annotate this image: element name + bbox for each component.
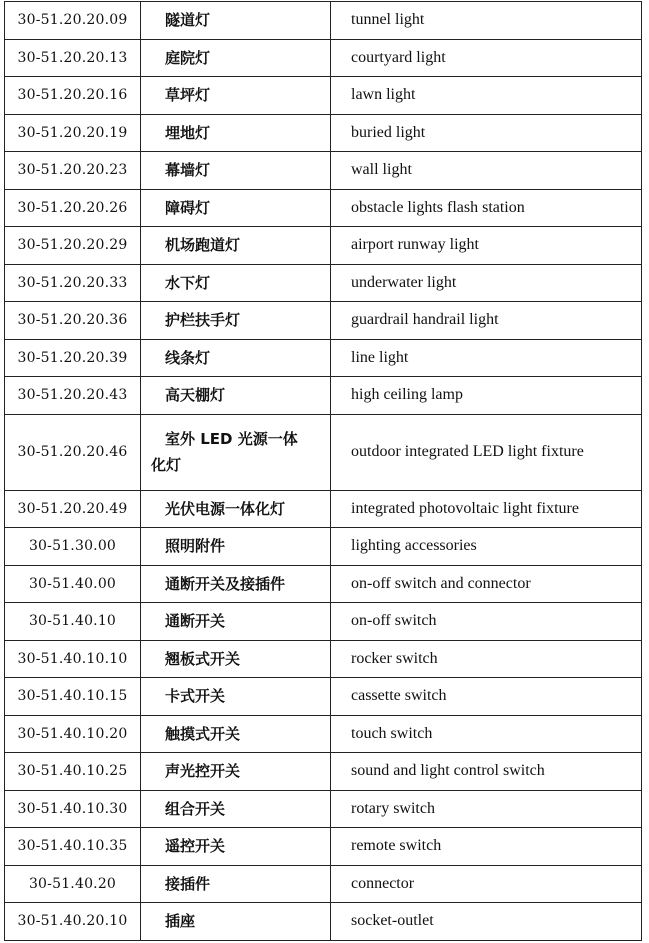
code-cell: 30-51.40.10.15 (5, 678, 141, 716)
code-cell: 30-51.40.00 (5, 565, 141, 603)
english-term-cell: connector (331, 865, 642, 903)
english-term-cell: on-off switch and connector (331, 565, 642, 603)
code-cell: 30-51.40.10.30 (5, 790, 141, 828)
table-row (5, 189, 642, 227)
chinese-term-cell: 高天棚灯 (141, 377, 331, 415)
code-cell: 30-51.40.20.10 (5, 903, 141, 941)
table-row (5, 339, 642, 377)
table-row (5, 715, 642, 753)
chinese-term-cell: 声光控开关 (141, 753, 331, 791)
table-row (5, 565, 642, 603)
english-term-cell: high ceiling lamp (331, 377, 642, 415)
chinese-term-cell: 通断开关 (141, 603, 331, 641)
chinese-term-cell: 障碍灯 (141, 189, 331, 227)
code-cell: 30-51.40.10 (5, 603, 141, 641)
table-row (5, 302, 642, 340)
english-term-cell: line light (331, 339, 642, 377)
table-row (5, 828, 642, 866)
english-term-cell: rocker switch (331, 640, 642, 678)
english-term-cell: cassette switch (331, 678, 642, 716)
code-cell: 30-51.20.20.29 (5, 227, 141, 265)
english-term-cell: underwater light (331, 264, 642, 302)
chinese-term-cell (141, 414, 331, 490)
chinese-term-cell: 庭院灯 (141, 39, 331, 77)
code-cell: 30-51.20.20.49 (5, 490, 141, 528)
code-cell: 30-51.20.20.39 (5, 339, 141, 377)
chinese-term-cell: 草坪灯 (141, 77, 331, 115)
chinese-term-cell: 护栏扶手灯 (141, 302, 331, 340)
chinese-term-cell: 卡式开关 (141, 678, 331, 716)
english-term-cell: airport runway light (331, 227, 642, 265)
chinese-term-cell: 接插件 (141, 865, 331, 903)
code-cell: 30-51.40.10.10 (5, 640, 141, 678)
table-row (5, 77, 642, 115)
chinese-term-cell: 埋地灯 (141, 114, 331, 152)
code-cell: 30-51.20.20.19 (5, 114, 141, 152)
code-cell: 30-51.20.20.36 (5, 302, 141, 340)
chinese-term-cell: 光伏电源一体化灯 (141, 490, 331, 528)
english-term-cell: obstacle lights flash station (331, 189, 642, 227)
english-term-cell: rotary switch (331, 790, 642, 828)
code-cell: 30-51.40.10.25 (5, 753, 141, 791)
english-term-cell: socket-outlet (331, 903, 642, 941)
code-cell: 30-51.20.20.09 (5, 2, 141, 40)
chinese-term-cell: 水下灯 (141, 264, 331, 302)
english-term-cell: guardrail handrail light (331, 302, 642, 340)
chinese-term-cell: 遥控开关 (141, 828, 331, 866)
table-row (5, 903, 642, 941)
chinese-term-cell: 组合开关 (141, 790, 331, 828)
english-term-cell: courtyard light (331, 39, 642, 77)
table-row (5, 152, 642, 190)
english-term-cell: outdoor integrated LED light fixture (331, 414, 642, 490)
chinese-term-cell: 隧道灯 (141, 2, 331, 40)
english-term-cell: buried light (331, 114, 642, 152)
classification-table (4, 1, 642, 941)
english-term-cell: wall light (331, 152, 642, 190)
chinese-term-cell: 线条灯 (141, 339, 331, 377)
code-cell: 30-51.30.00 (5, 528, 141, 566)
table-row (5, 603, 642, 641)
table-row (5, 790, 642, 828)
chinese-term-cell: 机场跑道灯 (141, 227, 331, 265)
table-row (5, 2, 642, 40)
english-term-cell: lighting accessories (331, 528, 642, 566)
code-cell: 30-51.20.20.13 (5, 39, 141, 77)
table-row (5, 39, 642, 77)
table-row (5, 528, 642, 566)
code-cell: 30-51.40.10.35 (5, 828, 141, 866)
code-cell: 30-51.20.20.46 (5, 414, 141, 490)
english-term-cell: remote switch (331, 828, 642, 866)
code-cell: 30-51.40.20 (5, 865, 141, 903)
code-cell: 30-51.20.20.33 (5, 264, 141, 302)
code-cell: 30-51.20.20.43 (5, 377, 141, 415)
code-cell: 30-51.40.10.20 (5, 715, 141, 753)
chinese-term-cell: 幕墙灯 (141, 152, 331, 190)
table-row (5, 640, 642, 678)
chinese-term-cell: 触摸式开关 (141, 715, 331, 753)
english-term-cell: touch switch (331, 715, 642, 753)
code-cell: 30-51.20.20.26 (5, 189, 141, 227)
english-term-cell: sound and light control switch (331, 753, 642, 791)
english-term-cell: on-off switch (331, 603, 642, 641)
english-term-cell: lawn light (331, 77, 642, 115)
english-term-cell: tunnel light (331, 2, 642, 40)
table-row (5, 753, 642, 791)
table-row (5, 678, 642, 716)
table-row (5, 114, 642, 152)
chinese-term-cell: 通断开关及接插件 (141, 565, 331, 603)
chinese-term-line-1: 室外 LED 光源一体 (165, 430, 298, 448)
table-row (5, 490, 642, 528)
chinese-term-cell: 翘板式开关 (141, 640, 331, 678)
chinese-term-cell: 照明附件 (141, 528, 331, 566)
chinese-term-line-2: 化灯 (151, 456, 182, 474)
table-row (5, 414, 642, 490)
table-row (5, 227, 642, 265)
code-cell: 30-51.20.20.16 (5, 77, 141, 115)
chinese-term-cell: 插座 (141, 903, 331, 941)
table-row (5, 865, 642, 903)
table-row (5, 377, 642, 415)
english-term-cell: integrated photovoltaic light fixture (331, 490, 642, 528)
table-row (5, 264, 642, 302)
code-cell: 30-51.20.20.23 (5, 152, 141, 190)
